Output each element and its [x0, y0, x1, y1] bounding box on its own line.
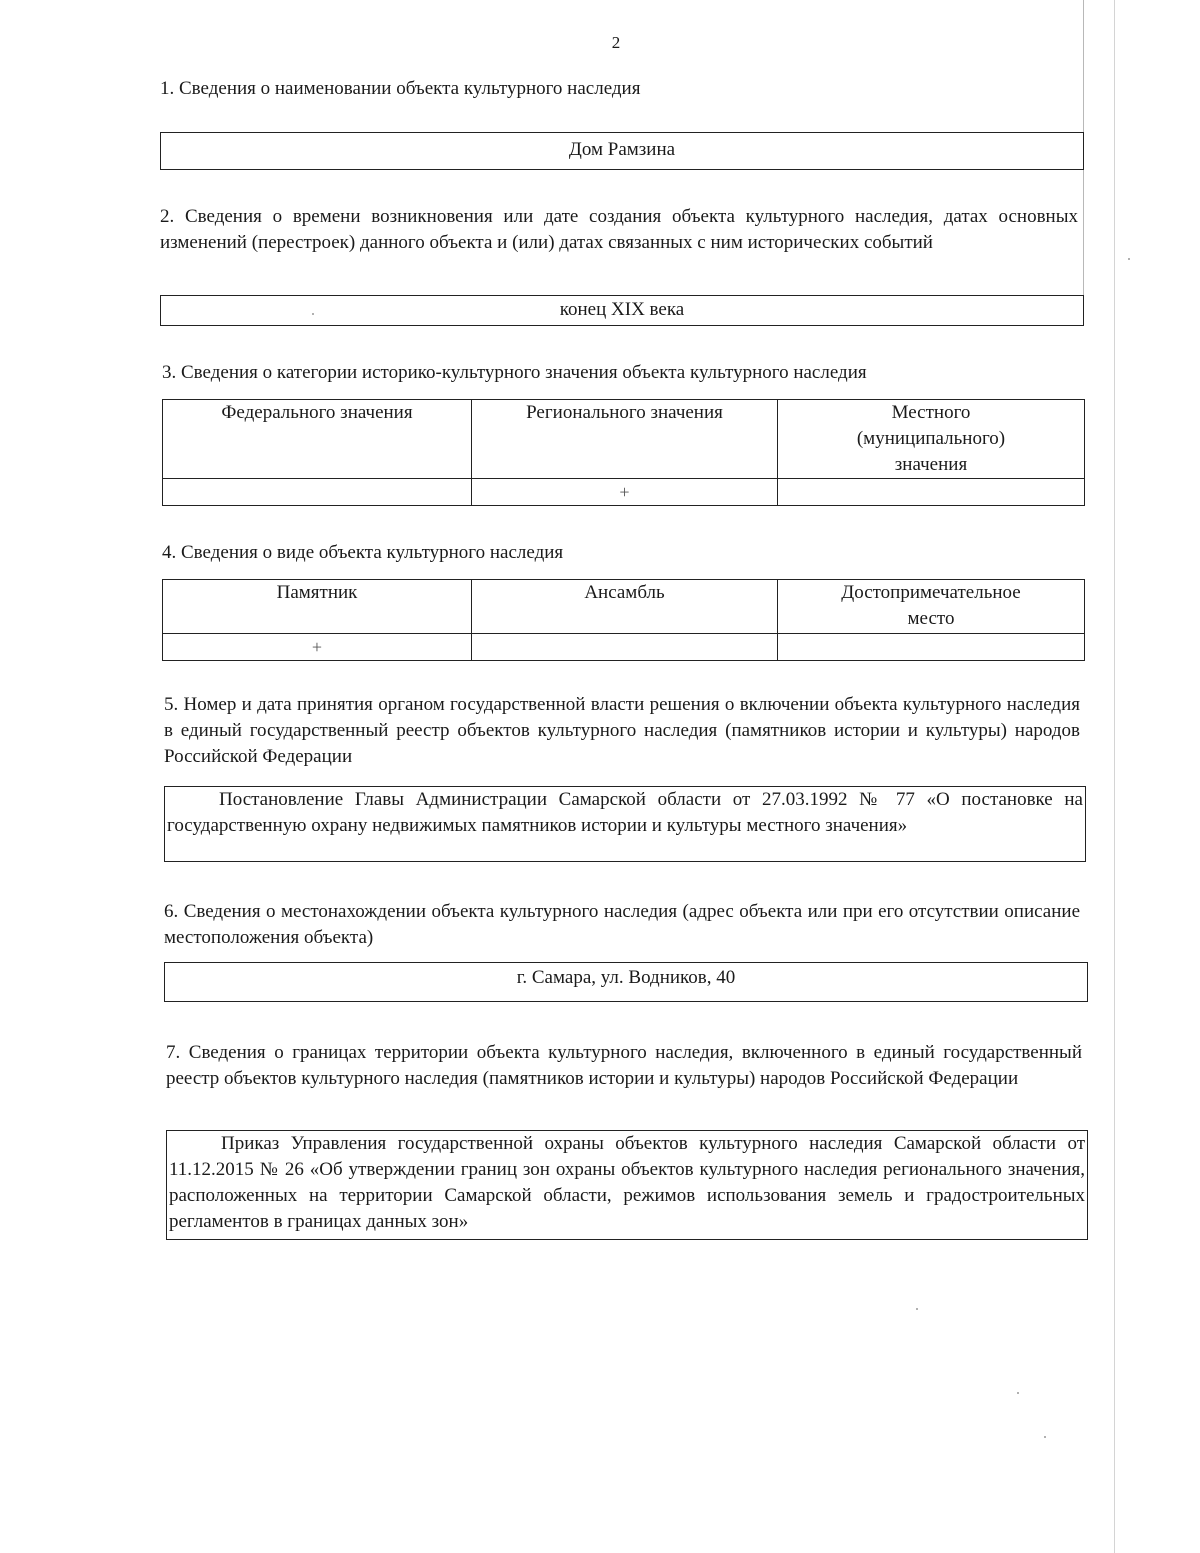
scan-speck [916, 1308, 918, 1310]
scan-edge-line [1114, 0, 1115, 1553]
creation-date-value: конец XIX века [559, 299, 685, 320]
registry-decision-box [164, 786, 1086, 862]
section2-heading: 2. Сведения о времени возникновения или дате создания объекта культурного наследия, датах основных изменений (перестроек) данного объекта и (или) датах связанных с ним исторических событий [160, 206, 1078, 253]
type-mark-ensemble [472, 634, 778, 661]
object-name-value: Дом Рамзина [568, 139, 676, 160]
object-type-table [162, 579, 1085, 661]
scan-speck [1044, 1436, 1046, 1438]
category-mark-local [778, 479, 1085, 506]
territory-order-value: Приказ Управления государственной охраны объектов культурного наследия Самарской области от 11.12.2015 № 26 «Об утверждении границ зон охраны объектов культурного наследия регионального значения, расположенных на территории Самарской области, режимов использования земель и градостроительных регламентов в границах данных зон» [169, 1133, 1085, 1232]
scan-speck [1017, 1392, 1019, 1394]
registry-decision-value: Постановление Главы Администрации Самарской области от 27.03.1992 № 77 «О постановке на государственную охрану недвижимых памятников истории и культуры местного значения» [167, 789, 1083, 836]
category-table [162, 399, 1085, 506]
category-mark-regional: + [472, 479, 778, 506]
section1-heading: 1. Сведения о наименовании объекта культурного наследия [160, 78, 641, 99]
type-header-monument: Памятник [163, 580, 472, 634]
section4-heading: 4. Сведения о виде объекта культурного наследия [162, 542, 564, 563]
section5-heading: 5. Номер и дата принятия органом государственной власти решения о включении объекта культурного наследия в единый государственный реестр объектов культурного наследия (памятников истории и культуры) народов Российской Федерации [164, 694, 1080, 767]
object-name-box [160, 132, 1084, 170]
section7-heading: 7. Сведения о границах территории объекта культурного наследия, включенного в единый государственный реестр объектов культурного наследия (памятников истории и культуры) народов Российской Федерации [166, 1042, 1082, 1089]
category-header-federal: Федерального значения [163, 400, 472, 479]
page-number: 2 [611, 33, 621, 52]
scan-speck [1128, 258, 1130, 260]
category-header-local: Местного (муниципального) значения [778, 400, 1085, 479]
type-header-ensemble: Ансамбль [472, 580, 778, 634]
category-mark-federal [163, 479, 472, 506]
type-mark-landmark [778, 634, 1085, 661]
section6-heading: 6. Сведения о местонахождении объекта культурного наследия (адрес объекта или при его отсутствии описание местоположения объекта) [164, 901, 1080, 948]
type-header-landmark: Достопримечательное место [778, 580, 1085, 634]
address-value: г. Самара, ул. Водников, 40 [516, 967, 736, 988]
address-box [164, 962, 1088, 1002]
section3-heading: 3. Сведения о категории историко-культурного значения объекта культурного наследия [162, 362, 867, 383]
type-mark-monument: + [163, 634, 472, 661]
category-header-regional: Регионального значения [472, 400, 778, 479]
territory-order-box [166, 1130, 1088, 1240]
creation-date-box [160, 295, 1084, 326]
